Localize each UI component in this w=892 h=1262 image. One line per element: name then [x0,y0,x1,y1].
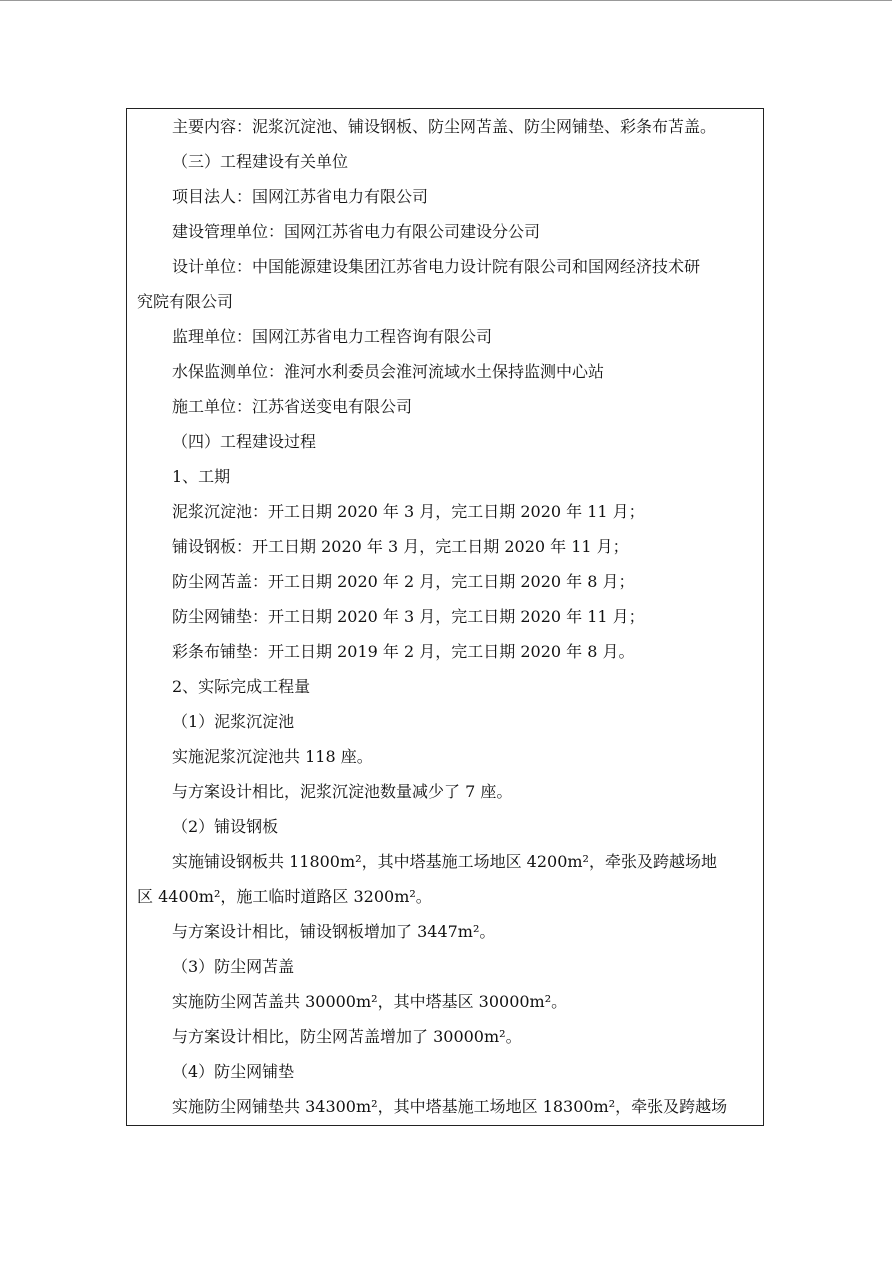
text-line: 主要内容：泥浆沉淀池、铺设钢板、防尘网苫盖、防尘网铺垫、彩条布苫盖。 [172,117,717,136]
text-line: 防尘网铺垫：开工日期 2020 年 3 月，完工日期 2020 年 11 月； [172,607,645,626]
text-line: 实施铺设钢板共 11800m²，其中塔基施工场地区 4200m²，牵张及跨越场地 [172,852,717,871]
text-line: 与方案设计相比，防尘网苫盖增加了 30000m²。 [172,1027,522,1046]
text-line: 设计单位：中国能源建设集团江苏省电力设计院有限公司和国网经济技术研 [172,257,701,276]
top-border-rule [0,0,892,1]
section-heading: （三）工程建设有关单位 [172,152,349,171]
text-line: 实施防尘网铺垫共 34300m²，其中塔基施工场地区 18300m²，牵张及跨越场 [172,1097,728,1116]
subsection-heading: 1、工期 [172,467,231,486]
item-heading: （2）铺设钢板 [172,817,279,836]
text-line: 彩条布铺垫：开工日期 2019 年 2 月，完工日期 2020 年 8 月。 [172,642,635,661]
section-heading: （四）工程建设过程 [172,432,317,451]
text-line: 实施防尘网苫盖共 30000m²，其中塔基区 30000m²。 [172,992,568,1011]
text-line: 与方案设计相比，铺设钢板增加了 3447m²。 [172,922,496,941]
text-line: 区 4400m²，施工临时道路区 3200m²。 [137,887,432,906]
subsection-heading: 2、实际完成工程量 [172,677,311,696]
text-line: 水保监测单位：淮河水利委员会淮河流域水土保持监测中心站 [172,362,605,381]
text-line: 与方案设计相比，泥浆沉淀池数量减少了 7 座。 [172,782,513,801]
item-heading: （4）防尘网铺垫 [172,1062,295,1081]
text-line: 泥浆沉淀池：开工日期 2020 年 3 月，完工日期 2020 年 11 月； [172,502,645,521]
text-line: 监理单位：国网江苏省电力工程咨询有限公司 [172,327,493,346]
item-heading: （1）泥浆沉淀池 [172,712,295,731]
text-line: 建设管理单位：国网江苏省电力有限公司建设分公司 [172,222,541,241]
text-line: 究院有限公司 [137,292,234,311]
text-line: 铺设钢板：开工日期 2020 年 3 月，完工日期 2020 年 11 月； [172,537,629,556]
text-line: 实施泥浆沉淀池共 118 座。 [172,747,373,766]
text-line: 项目法人：国网江苏省电力有限公司 [172,187,429,206]
text-line: 施工单位：江苏省送变电有限公司 [172,397,413,416]
text-line: 防尘网苫盖：开工日期 2020 年 2 月，完工日期 2020 年 8 月； [172,572,635,591]
item-heading: （3）防尘网苫盖 [172,957,295,976]
